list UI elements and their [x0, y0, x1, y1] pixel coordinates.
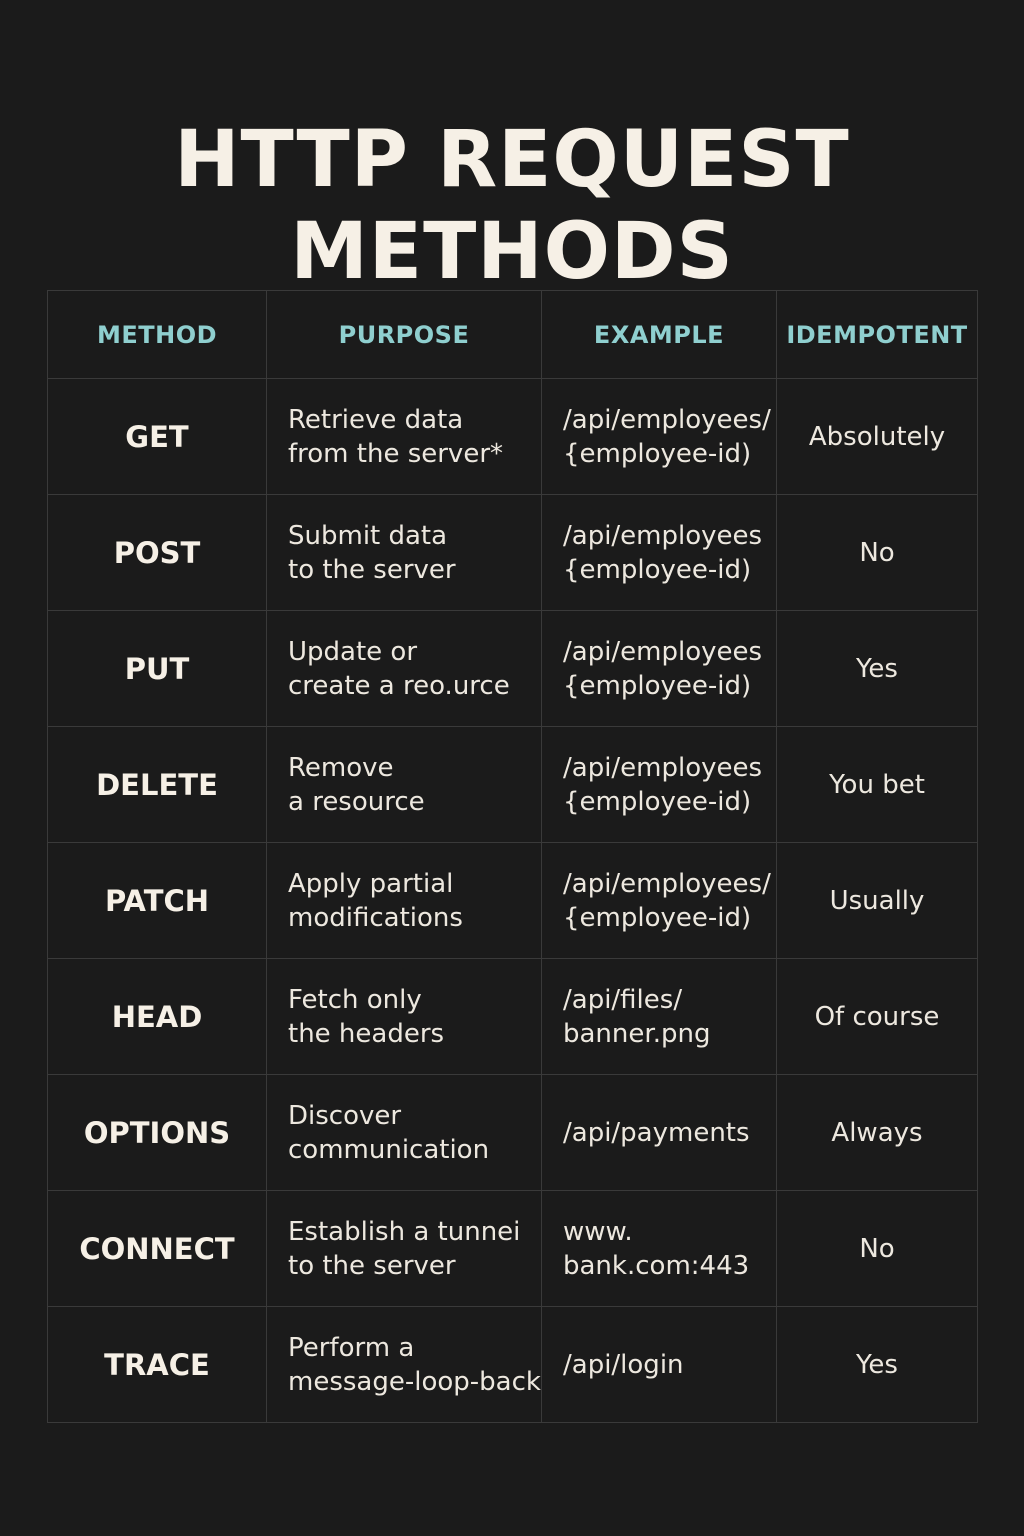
idempotent-cell: Always: [777, 1075, 978, 1191]
example-line: /api/login: [563, 1349, 684, 1380]
example-line: /api/payments: [563, 1117, 750, 1148]
purpose-cell: [267, 727, 542, 843]
example-cell: [542, 379, 777, 495]
example-line: {employee-id): [563, 670, 752, 701]
example-line: /api/employees: [563, 636, 763, 667]
table-header: [48, 291, 978, 379]
header-example: EXAMPLE: [542, 291, 777, 379]
method-cell: HEAD: [48, 959, 267, 1075]
example-line: {employee-id): [563, 902, 752, 933]
method-cell: CONNECT: [48, 1191, 267, 1307]
method-cell: PATCH: [48, 843, 267, 959]
idempotent-cell: Yes: [777, 611, 978, 727]
idempotent-cell: No: [777, 1191, 978, 1307]
method-cell: GET: [48, 379, 267, 495]
example-cell: [542, 843, 777, 959]
method-cell: TRACE: [48, 1307, 267, 1423]
purpose-line: Perform a: [288, 1332, 415, 1363]
purpose-line: Apply partial: [288, 868, 454, 899]
purpose-line: the headers: [288, 1018, 445, 1049]
purpose-cell: [267, 843, 542, 959]
purpose-line: to the server: [288, 554, 456, 585]
purpose-line: communication: [288, 1134, 490, 1165]
example-line: bank.com:443: [563, 1250, 750, 1281]
example-line: /api/employees/: [563, 404, 771, 435]
method-cell: POST: [48, 495, 267, 611]
purpose-line: message-loop-back: [288, 1366, 541, 1397]
example-line: {employee-id): [563, 786, 752, 817]
example-cell: [542, 959, 777, 1075]
table-row: [48, 843, 978, 959]
table-row: [48, 959, 978, 1075]
purpose-cell: [267, 495, 542, 611]
purpose-line: to the server: [288, 1250, 456, 1281]
idempotent-cell: Absolutely: [777, 379, 978, 495]
title-line-2: METHODS: [290, 207, 734, 298]
example-line: www.: [563, 1216, 633, 1247]
purpose-line: Establish a tunnei: [288, 1216, 521, 1247]
purpose-cell: [267, 959, 542, 1075]
example-line: {employee-id): [563, 554, 752, 585]
purpose-cell: [267, 1191, 542, 1307]
example-cell: [542, 495, 777, 611]
purpose-line: create a reo.urce: [288, 670, 510, 701]
example-line: /api/employees: [563, 752, 763, 783]
example-cell: [542, 611, 777, 727]
title-line-1: HTTP REQUEST: [174, 115, 850, 206]
purpose-line: Discover: [288, 1100, 402, 1131]
table-body: [48, 379, 978, 1423]
method-cell: PUT: [48, 611, 267, 727]
purpose-line: Fetch only: [288, 984, 422, 1015]
method-cell: OPTIONS: [48, 1075, 267, 1191]
purpose-line: Update or: [288, 636, 418, 667]
header-purpose: PURPOSE: [267, 291, 542, 379]
purpose-cell: [267, 379, 542, 495]
example-line: /api/files/: [563, 984, 683, 1015]
purpose-line: modifications: [288, 902, 463, 933]
example-line: /api/employees: [563, 520, 763, 551]
table-row: [48, 611, 978, 727]
page-title: [0, 114, 1024, 298]
purpose-line: Remove: [288, 752, 394, 783]
example-line: {employee-id): [563, 438, 752, 469]
example-cell: [542, 727, 777, 843]
example-cell: [542, 1307, 777, 1423]
idempotent-cell: You bet: [777, 727, 978, 843]
idempotent-cell: Usually: [777, 843, 978, 959]
purpose-cell: [267, 1075, 542, 1191]
header-method: METHOD: [48, 291, 267, 379]
http-methods-table: [47, 290, 978, 1423]
purpose-cell: [267, 1307, 542, 1423]
header-row: [48, 291, 978, 379]
example-cell: [542, 1075, 777, 1191]
purpose-line: from the server*: [288, 438, 504, 469]
header-idempotent: IDEMPOTENT: [777, 291, 978, 379]
table-row: [48, 379, 978, 495]
purpose-line: Retrieve data: [288, 404, 464, 435]
table-row: [48, 1307, 978, 1423]
idempotent-cell: Yes: [777, 1307, 978, 1423]
table-row: [48, 1075, 978, 1191]
method-cell: DELETE: [48, 727, 267, 843]
table-row: [48, 1191, 978, 1307]
purpose-line: a resource: [288, 786, 425, 817]
example-cell: [542, 1191, 777, 1307]
example-line: /api/employees/: [563, 868, 771, 899]
table-row: [48, 495, 978, 611]
purpose-cell: [267, 611, 542, 727]
idempotent-cell: Of course: [777, 959, 978, 1075]
table-row: [48, 727, 978, 843]
idempotent-cell: No: [777, 495, 978, 611]
example-line: banner.png: [563, 1018, 711, 1049]
purpose-line: Submit data: [288, 520, 448, 551]
